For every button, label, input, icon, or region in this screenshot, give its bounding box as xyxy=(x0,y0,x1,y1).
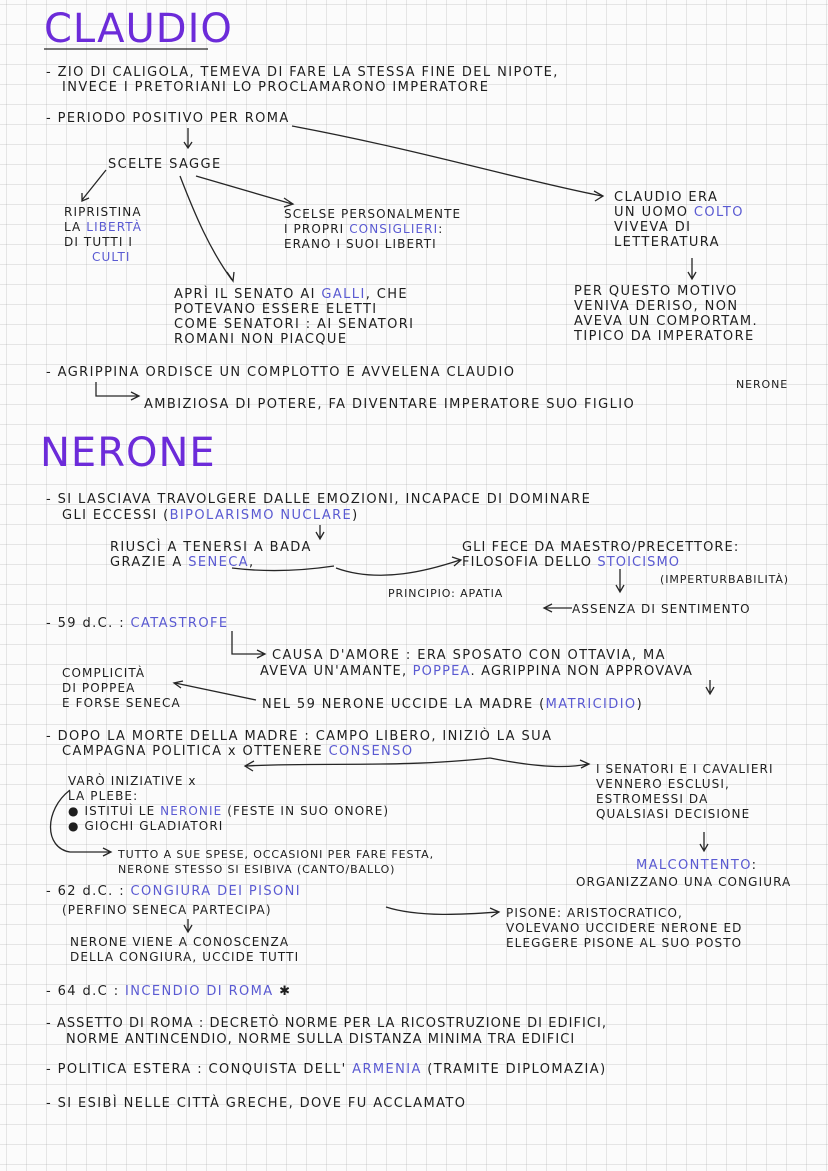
principio-apatia: PRINCIPIO: APATIA xyxy=(388,587,504,600)
arrow-colto-deriso xyxy=(688,258,696,279)
arrow-scelte-galli xyxy=(180,176,234,281)
arrow-d62-pisone xyxy=(386,907,499,917)
assetto-line2: NORME ANTINCENDIO, NORME SULLA DISTANZA MINIMA TRA EDIFICI xyxy=(66,1032,576,1047)
nerone-bullet1-line1: - SI LASCIAVA TRAVOLGERE DALLE EMOZIONI, INCAPACE DI DOMINARE xyxy=(46,492,592,507)
arrow-agrippina xyxy=(96,382,139,400)
asterisk-icon: ✱ xyxy=(279,984,292,999)
arrow-d62-scoperta xyxy=(184,919,192,932)
agrippina-line1: - AGRIPPINA ORDISCE UN COMPLOTTO E AVVELENA CLAUDIO xyxy=(46,365,516,380)
d62-line2: (PERFINO SENECA PARTECIPA) xyxy=(62,903,272,917)
senatori-note: I SENATORI E I CAVALIERI VENNERO ESCLUSI, ESTROMESSI DA QUALSIASI DECISIONE xyxy=(596,762,774,821)
organizzano-congiura: ORGANIZZANO UNA CONGIURA xyxy=(576,875,792,889)
complicita-note: COMPLICITÀ DI POPPEA E FORSE SENECA xyxy=(62,666,181,710)
liberta-note: RIPRISTINA LA LIBERTÀ DI TUTTI I CULTI xyxy=(64,205,143,264)
arrow-uccide-complicita xyxy=(174,681,256,700)
colto-note: CLAUDIO ERA UN UOMO COLTO VIVEVA DI LETTERATURA xyxy=(614,190,744,250)
politica-estera: - POLITICA ESTERA : CONQUISTA DELL' ARMENIA (TRAMITE DIPLOMAZIA) xyxy=(46,1062,607,1077)
arrow-scelte-consiglieri xyxy=(196,176,293,207)
arrow-assenza xyxy=(544,604,572,612)
arrow-seneca-tenersi xyxy=(316,525,324,539)
d64-heading: - 64 d.C : INCENDIO DI ROMA ✱ xyxy=(46,984,292,999)
arrow-stoicismo-principio xyxy=(616,569,624,592)
arrow-senatori-malcontento xyxy=(700,832,708,851)
arrow-seneca-maestro xyxy=(336,557,461,575)
arrow-consenso-senatori xyxy=(490,758,589,768)
consenso-line1: - DOPO LA MORTE DELLA MADRE : CAMPO LIBERO, INIZIÒ LA SUA xyxy=(46,729,553,744)
d59-uccide-madre: NEL 59 NERONE UCCIDE LA MADRE (MATRICIDIO) xyxy=(262,697,644,712)
consiglieri-note: SCELSE PERSONALMENTE I PROPRI CONSIGLIERI: ERANO I SUOI LIBERTI xyxy=(284,207,462,251)
arrow-scelte-liberta xyxy=(82,170,106,201)
claudio-bullet1-line1: - ZIO DI CALIGOLA, TEMEVA DI FARE LA STESSA FINE DEL NIPOTE, xyxy=(46,65,559,80)
assenza-sentimento: ASSENZA DI SENTIMENTO xyxy=(572,602,751,616)
bracket-plebe xyxy=(51,790,112,856)
d59-causa-line2: AVEVA UN'AMANTE, POPPEA. AGRIPPINA NON APPROVAVA xyxy=(260,664,694,679)
spese-note: TUTTO A SUE SPESE, OCCASIONI PER FARE FESTA, NERONE STESSO SI ESIBIVA (CANTO/BALLO) xyxy=(118,848,434,876)
underline-seneca xyxy=(232,566,334,571)
galli-note: APRÌ IL SENATO AI GALLI, CHE POTEVANO ESSERE ELETTI COME SENATORI : AI SENATORI ROMANI NON PIACQUE xyxy=(174,287,415,347)
section-title-claudio: CLAUDIO xyxy=(44,6,233,52)
arrow-periodo-colto xyxy=(292,126,603,201)
claudio-bullet2: - PERIODO POSITIVO PER ROMA xyxy=(46,111,290,126)
deriso-note: PER QUESTO MOTIVO VENIVA DERISO, NON AVEVA UN COMPORTAM. TIPICO DA IMPERATORE xyxy=(574,284,759,344)
claudio-bullet1-line2: INVECE I PRETORIANI LO PROCLAMARONO IMPERATORE xyxy=(62,80,490,95)
d59-heading: - 59 d.C. : CATASTROFE xyxy=(46,616,229,631)
seneca-note: RIUSCÌ A TENERSI A BADA GRAZIE A SENECA, xyxy=(110,540,312,570)
maestro-note: GLI FECE DA MAESTRO/PRECETTORE: FILOSOFIA DELLO STOICISMO xyxy=(462,540,740,570)
consenso-line2: CAMPAGNA POLITICA x OTTENERE CONSENSO xyxy=(62,744,414,759)
arrow-consenso-plebe xyxy=(245,758,490,771)
agrippina-line2: AMBIZIOSA DI POTERE, FA DIVENTARE IMPERATORE SUO FIGLIO xyxy=(144,397,636,412)
d59-causa-line1: CAUSA D'AMORE : ERA SPOSATO CON OTTAVIA, MA xyxy=(272,648,666,663)
esibi-citta-greche: - SI ESIBÌ NELLE CITTÀ GRECHE, DOVE FU ACCLAMATO xyxy=(46,1096,467,1111)
arrow-approvava-down xyxy=(706,680,714,694)
imperturbabilita: (IMPERTURBABILITÀ) xyxy=(660,573,789,586)
scoperta-note: NERONE VIENE A CONOSCENZA DELLA CONGIURA, UCCIDE TUTTI xyxy=(70,935,300,964)
d62-heading: - 62 d.C. : CONGIURA DEI PISONI xyxy=(46,884,302,899)
malcontento: MALCONTENTO: xyxy=(636,858,758,873)
nerone-bullet1-line2: GLI ECCESSI (BIPOLARISMO NUCLARE) xyxy=(62,508,359,523)
plebe-note: VARÒ INIZIATIVE x LA PLEBE: ● ISTITUÌ LE NERONIE (FESTE IN SUO ONORE) ● GIOCHI GLADIATORI xyxy=(68,774,390,833)
section-title-nerone: NERONE xyxy=(40,430,216,476)
arrow-catastrofe-causa xyxy=(232,631,265,658)
assetto-line1: - ASSETTO DI ROMA : DECRETÒ NORME PER LA RICOSTRUZIONE DI EDIFICI, xyxy=(46,1016,608,1031)
agrippina-note-nerone: NERONE xyxy=(736,378,789,391)
pisone-note: PISONE: ARISTOCRATICO, VOLEVANO UCCIDERE NERONE ED ELEGGERE PISONE AL SUO POSTO xyxy=(506,906,743,950)
scelte-sagge-label: SCELTE SAGGE xyxy=(108,157,222,172)
arrow-periodo-scelte xyxy=(184,128,192,148)
